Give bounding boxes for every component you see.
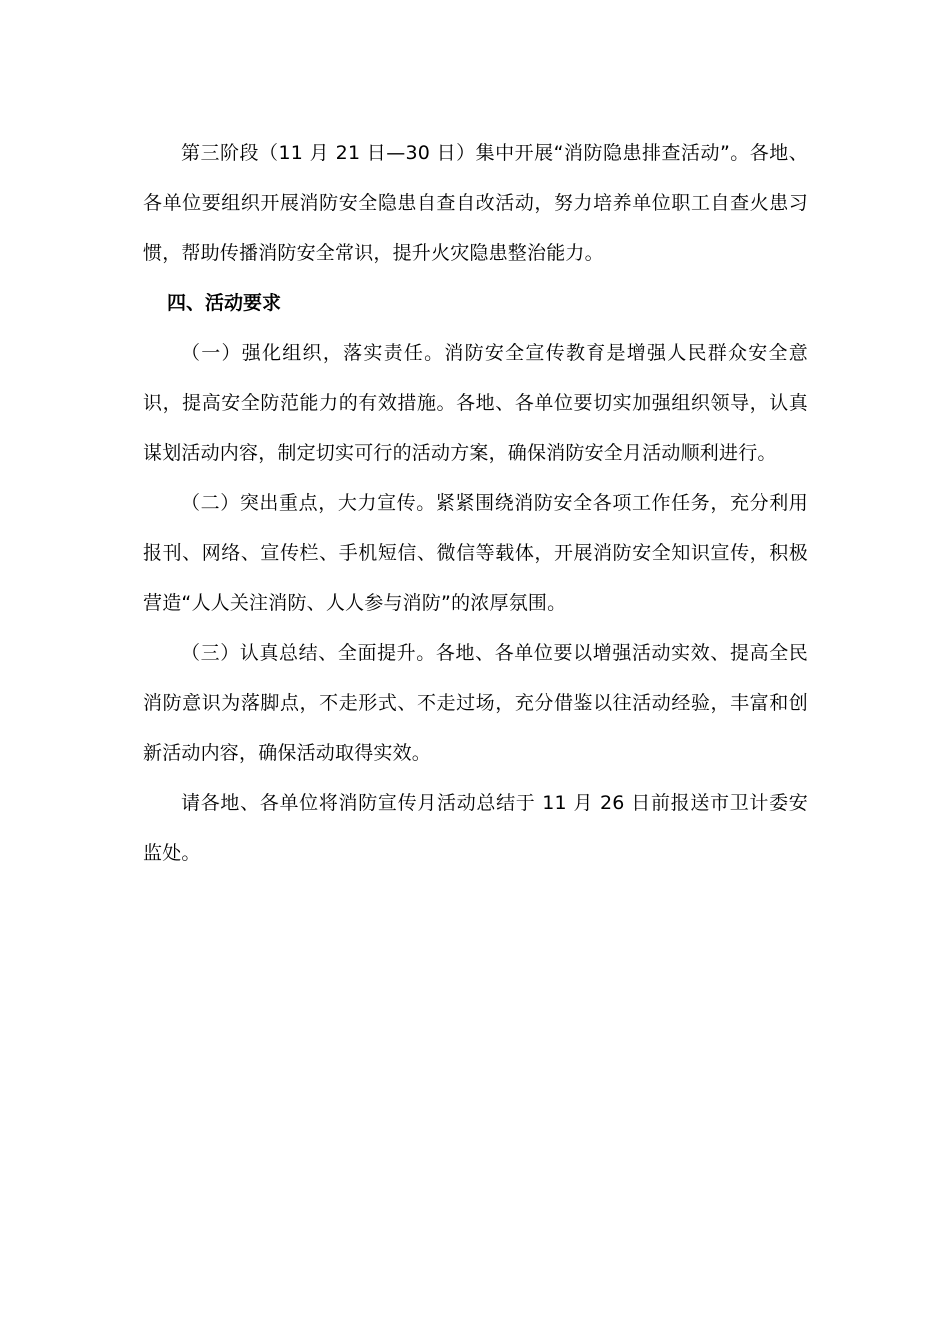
section-heading-activity-requirements: 四、活动要求 bbox=[167, 292, 282, 314]
document-body bbox=[143, 128, 808, 878]
paragraph-closing-instruction: 请各地、各单位将消防宣传月活动总结于 11 月 26 日前报送市卫计委安监处。 bbox=[143, 792, 808, 864]
paragraph-requirement-three: （三）认真总结、全面提升。各地、各单位要以增强活动实效、提高全民消防意识为落脚点，不走形式、不走过场，充分借鉴以往活动经验，丰富和创新活动内容，确保活动取得实效。 bbox=[143, 642, 808, 764]
paragraph-requirement-two: （二）突出重点，大力宣传。紧紧围绕消防安全各项工作任务，充分利用报刊、网络、宣传栏、手机短信、微信等载体，开展消防安全知识宣传，积极营造“人人关注消防、人人参与消防”的浓厚氛围。 bbox=[143, 492, 808, 614]
paragraph-stage-three: 第三阶段（11 月 21 日—30 日）集中开展“消防隐患排查活动”。各地、各单位要组织开展消防安全隐患自查自改活动，努力培养单位职工自查火患习惯，帮助传播消防安全常识，提升火灾隐患整治能力。 bbox=[143, 142, 808, 264]
paragraph-requirement-one: （一）强化组织，落实责任。消防安全宣传教育是增强人民群众安全意识，提高安全防范能力的有效措施。各地、各单位要切实加强组织领导，认真谋划活动内容，制定切实可行的活动方案，确保消防安全月活动顺利进行。 bbox=[143, 342, 808, 464]
